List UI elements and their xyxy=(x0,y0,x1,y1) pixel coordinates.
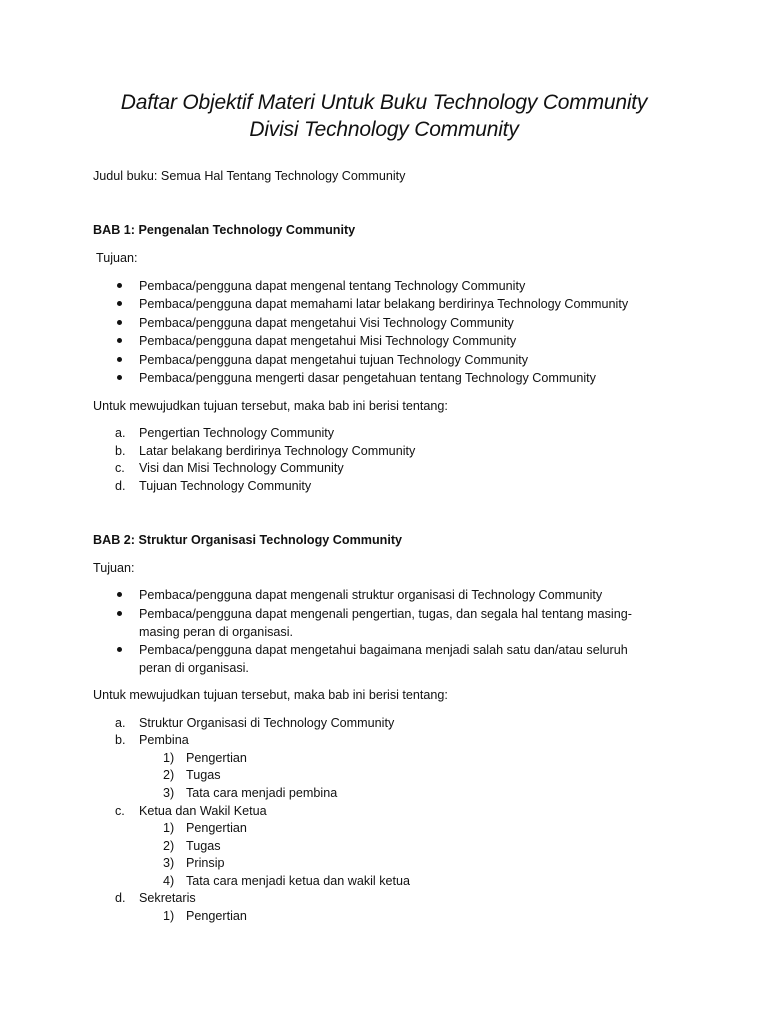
bab1-contents-item: Visi dan Misi Technology Community xyxy=(139,461,344,475)
bab1-contents-item: Latar belakang berdirinya Technology Community xyxy=(139,444,416,458)
bab2-objective-item: Pembaca/pengguna dapat mengetahui bagaimana menjadi salah satu dan/atau seluruh xyxy=(139,643,628,657)
bab2-objective-item-continuation: peran di organisasi. xyxy=(139,661,249,675)
bab2-contents-intro: Untuk mewujudkan tujuan tersebut, maka bab ini berisi tentang: xyxy=(93,688,448,702)
bab2-sub-item: Tata cara menjadi pembina xyxy=(186,786,338,800)
bab1-objective-item: Pembaca/pengguna dapat mengetahui tujuan Technology Community xyxy=(139,353,529,367)
sub-list-marker: 1) xyxy=(163,909,175,923)
bab1-contents-item: Pengertian Technology Community xyxy=(139,426,335,440)
bab1-tujuan-label: Tujuan: xyxy=(96,251,138,265)
bab1-heading: BAB 1: Pengenalan Technology Community xyxy=(93,223,356,237)
bab2-contents-item: Ketua dan Wakil Ketua xyxy=(139,804,267,818)
bab2-heading: BAB 2: Struktur Organisasi Technology Community xyxy=(93,533,403,547)
bab2-objective-item: Pembaca/pengguna dapat mengenali struktur organisasi di Technology Community xyxy=(139,588,603,602)
bullet-marker xyxy=(117,647,122,652)
bullet-marker xyxy=(117,320,122,325)
bab2-sub-item: Tugas xyxy=(186,768,221,782)
bab2-sub-item: Pengertian xyxy=(186,751,247,765)
bab1-objective-item: Pembaca/pengguna dapat mengetahui Visi Technology Community xyxy=(139,316,514,330)
bullet-marker xyxy=(117,338,122,343)
bullet-marker xyxy=(117,283,122,288)
sub-list-marker: 1) xyxy=(163,751,175,765)
sub-list-marker: 4) xyxy=(163,874,175,888)
list-marker: b. xyxy=(115,733,126,747)
bab2-sub-item: Pengertian xyxy=(186,909,247,923)
bab2-sub-item: Tata cara menjadi ketua dan wakil ketua xyxy=(186,874,411,888)
bab1-contents-item: Tujuan Technology Community xyxy=(139,479,312,493)
document-title-line1: Daftar Objektif Materi Untuk Buku Technology Community xyxy=(120,91,648,114)
bullet-marker xyxy=(117,357,122,362)
list-marker: a. xyxy=(115,426,126,440)
bab1-objective-item: Pembaca/pengguna dapat mengenal tentang Technology Community xyxy=(139,279,526,293)
list-marker: c. xyxy=(115,461,125,475)
bab1-contents-intro: Untuk mewujudkan tujuan tersebut, maka bab ini berisi tentang: xyxy=(93,399,448,413)
sub-list-marker: 3) xyxy=(163,856,175,870)
bab2-objective-item-continuation: masing peran di organisasi. xyxy=(139,625,294,639)
bab1-objective-item: Pembaca/pengguna dapat mengetahui Misi Technology Community xyxy=(139,334,517,348)
document-title-line2: Divisi Technology Community xyxy=(249,118,519,141)
sub-list-marker: 2) xyxy=(163,768,175,782)
bab2-contents-item: Struktur Organisasi di Technology Community xyxy=(139,716,395,730)
bullet-marker xyxy=(117,592,122,597)
list-marker: b. xyxy=(115,444,126,458)
list-marker: c. xyxy=(115,804,125,818)
bab2-contents-item: Sekretaris xyxy=(139,891,196,905)
bab2-sub-item: Prinsip xyxy=(186,856,225,870)
bab1-objective-item: Pembaca/pengguna mengerti dasar pengetahuan tentang Technology Community xyxy=(139,371,596,385)
bab2-contents-item: Pembina xyxy=(139,733,189,747)
list-marker: a. xyxy=(115,716,126,730)
sub-list-marker: 1) xyxy=(163,821,175,835)
list-marker: d. xyxy=(115,479,126,493)
bullet-marker xyxy=(117,375,122,380)
list-marker: d. xyxy=(115,891,126,905)
bab2-tujuan-label: Tujuan: xyxy=(93,561,135,575)
sub-list-marker: 2) xyxy=(163,839,175,853)
book-title: Judul buku: Semua Hal Tentang Technology Community xyxy=(93,169,406,183)
bab2-sub-item: Tugas xyxy=(186,839,221,853)
bab2-objective-item: Pembaca/pengguna dapat mengenali pengertian, tugas, dan segala hal tentang masing- xyxy=(139,607,632,621)
sub-list-marker: 3) xyxy=(163,786,175,800)
bab2-sub-item: Pengertian xyxy=(186,821,247,835)
bullet-marker xyxy=(117,611,122,616)
bullet-marker xyxy=(117,301,122,306)
bab1-objective-item: Pembaca/pengguna dapat memahami latar belakang berdirinya Technology Community xyxy=(139,297,629,311)
